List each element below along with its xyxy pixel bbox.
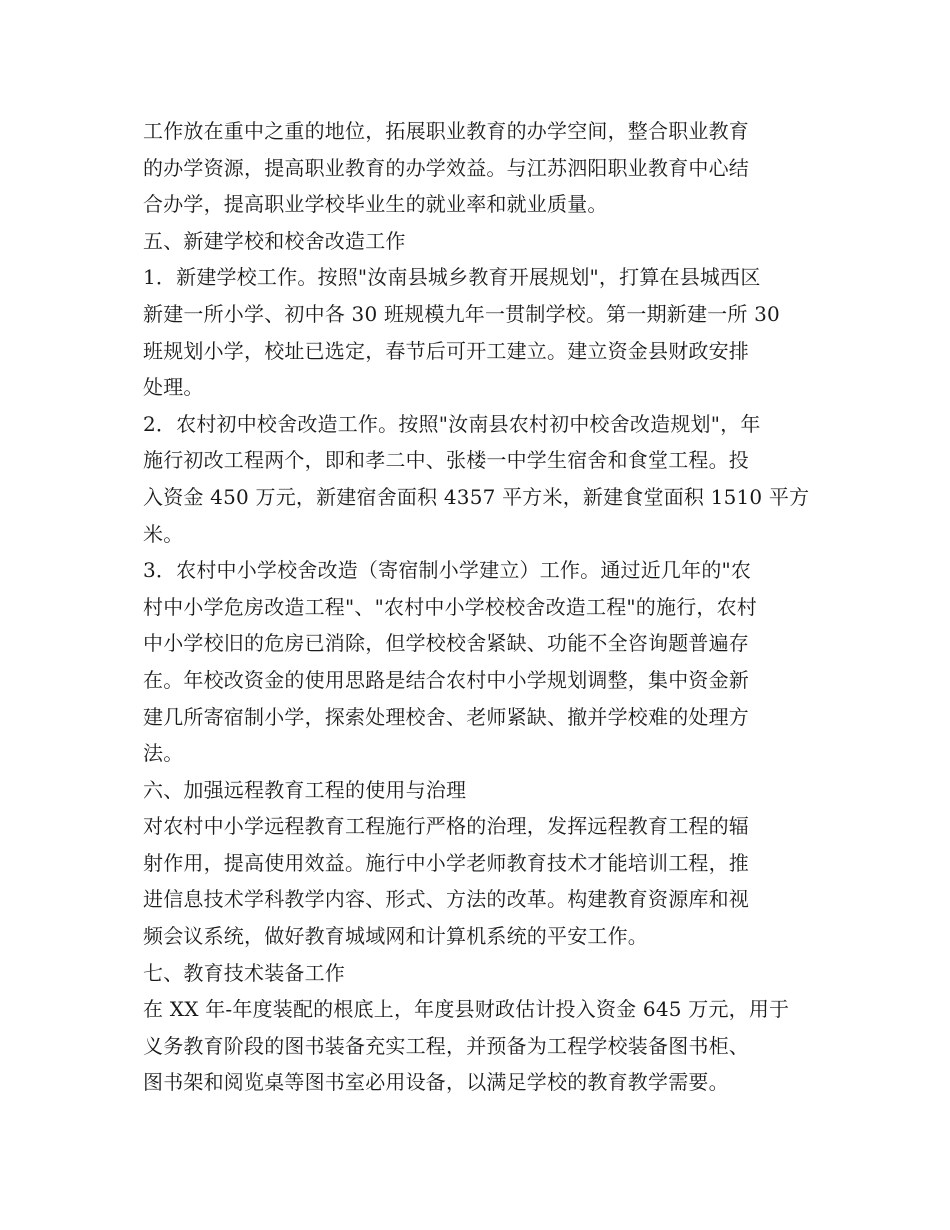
- text-line: 进信息技术学科教学内容、形式、方法的改革。构建教育资源库和视: [143, 887, 749, 912]
- text-line: 射作用，提高使用效益。施行中小学老师教育技术才能培训工程，推: [143, 850, 749, 875]
- text-line: 工作放在重中之重的地位，拓展职业教育的办学空间，整合职业教育: [143, 119, 749, 143]
- text-line: 米。: [143, 521, 184, 546]
- text-line: 入资金 450 万元，新建宿舍面积 4357 平方米，新建食堂面积 1510 平方: [143, 484, 810, 509]
- text-line: 村中小学危房改造工程"、"农村中小学校校舍改造工程"的施行，农村: [143, 594, 757, 619]
- text-line: 法。: [143, 741, 184, 766]
- document-body: [143, 113, 823, 1101]
- text-line: 合办学，提高职业学校毕业生的就业率和就业质量。: [143, 192, 608, 217]
- text-line: 班规划小学，校址已选定，春节后可开工建立。建立资金县财政安排: [143, 338, 749, 363]
- text-line: 2．农村初中校舍改造工作。按照"汝南县农村初中校舍改造规划"，年: [143, 411, 761, 436]
- text-line: 的办学资源，提高职业教育的办学效益。与江苏泗阳职业教育中心结: [143, 155, 749, 180]
- text-line: 建几所寄宿制小学，探索处理校舍、老师紧缺、撤并学校难的处理方: [143, 704, 749, 729]
- section-heading: 五、新建学校和校舍改造工作: [143, 228, 406, 253]
- text-line: 3．农村中小学校舍改造（寄宿制小学建立）工作。通过近几年的"农: [143, 558, 752, 583]
- text-line: 频会议系统，做好教育城域网和计算机系统的平安工作。: [143, 924, 648, 949]
- text-line: 施行初改工程两个，即和孝二中、张楼一中学生宿舍和食堂工程。投: [143, 448, 749, 473]
- text-line: 对农村中小学远程教育工程施行严格的治理，发挥远程教育工程的辐: [143, 814, 749, 839]
- text-line: 在。年校改资金的使用思路是结合农村中小学规划调整，集中资金新: [143, 667, 749, 692]
- text-line: 义务教育阶段的图书装备充实工程，并预备为工程学校装备图书柜、: [143, 1033, 749, 1058]
- section-heading: 七、教育技术装备工作: [143, 960, 345, 985]
- section-heading: 六、加强远程教育工程的使用与治理: [143, 777, 467, 802]
- text-line: 在 XX 年-年度装配的根底上，年度县财政估计投入资金 645 万元，用于: [143, 997, 790, 1022]
- text-line: 中小学校旧的危房已消除，但学校校舍紧缺、功能不全咨询题普遍存: [143, 631, 749, 656]
- text-line: 1．新建学校工作。按照"汝南县城乡教育开展规划"，打算在县城西区: [143, 265, 761, 290]
- text-line: 新建一所小学、初中各 30 班规模九年一贯制学校。第一期新建一所 30: [143, 301, 780, 326]
- text-line: 处理。: [143, 375, 204, 400]
- text-line: 图书架和阅览桌等图书室必用设备，以满足学校的教育教学需要。: [143, 1070, 729, 1095]
